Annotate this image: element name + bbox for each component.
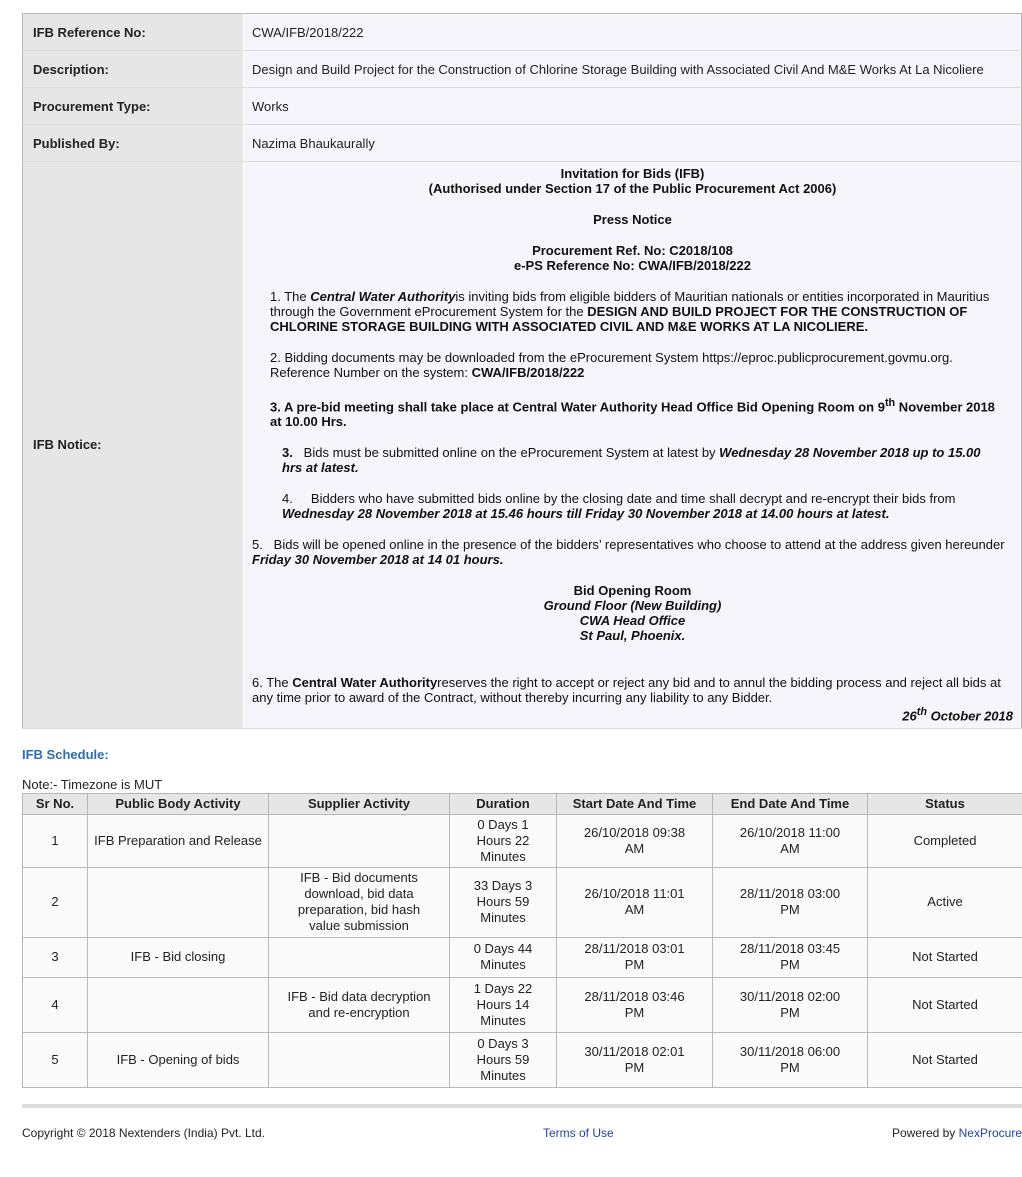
address-line-2: Ground Floor (New Building) bbox=[543, 598, 722, 614]
status-cell: Not Started bbox=[868, 1032, 1022, 1087]
footer-divider bbox=[22, 1104, 1022, 1108]
address-line-1: Bid Opening Room bbox=[573, 583, 692, 599]
procurement-type-label: Procurement Type: bbox=[23, 88, 244, 125]
procurement-type-value: Works bbox=[244, 88, 1022, 125]
notice-heading: Invitation for Bids (IFB) bbox=[560, 166, 705, 181]
col-end-date: End Date And Time bbox=[713, 793, 868, 814]
copyright-text: Copyright © 2018 Nextenders (India) Pvt. Ltd. bbox=[22, 1125, 265, 1140]
supplier-activity-cell: IFB - Bid data decryption and re-encryption bbox=[269, 977, 450, 1032]
end-date-cell: 30/11/2018 02:00 PM bbox=[713, 977, 868, 1032]
sr-no-cell: 1 bbox=[23, 814, 88, 867]
sr-no-cell: 3 bbox=[23, 937, 88, 977]
status-cell: Active bbox=[868, 867, 1022, 937]
ifb-schedule-table bbox=[22, 793, 1022, 1088]
published-by-label: Published By: bbox=[23, 125, 244, 162]
end-date-cell: 28/11/2018 03:00 PM bbox=[713, 867, 868, 937]
col-duration: Duration bbox=[450, 793, 557, 814]
ifb-notice-body bbox=[244, 162, 1022, 729]
notice-paragraph-3: 3. A pre-bid meeting shall take place at Central Water Authority Head Office Bid Opening Room on 9th November 2018 at 10.00 Hrs. bbox=[270, 397, 995, 430]
schedule-header-row bbox=[23, 793, 1022, 814]
nexprocure-link[interactable]: NexProcure bbox=[958, 1125, 1022, 1140]
status-cell: Completed bbox=[868, 814, 1022, 867]
ifb-notice-label: IFB Notice: bbox=[23, 162, 244, 729]
duration-cell: 33 Days 3 Hours 59 Minutes bbox=[450, 867, 557, 937]
press-notice-title: Press Notice bbox=[593, 212, 672, 227]
notice-authority: (Authorised under Section 17 of the Public Procurement Act 2006) bbox=[428, 181, 837, 196]
start-date-cell: 28/11/2018 03:46 PM bbox=[557, 977, 713, 1032]
supplier-activity-cell bbox=[269, 1032, 450, 1087]
table-row bbox=[23, 867, 1022, 937]
table-row bbox=[23, 814, 1022, 867]
notice-row bbox=[23, 162, 1022, 729]
ifb-page bbox=[22, 13, 1022, 1146]
address-line-4: St Paul, Phoenix. bbox=[579, 628, 686, 644]
end-date-cell: 30/11/2018 06:00 PM bbox=[713, 1032, 868, 1087]
ref-label: IFB Reference No: bbox=[23, 14, 244, 51]
supplier-activity-cell bbox=[269, 814, 450, 867]
powered-by-label: Powered by bbox=[891, 1125, 959, 1140]
notice-paragraph-6: 5. Bids will be opened online in the presence of the bidders’ representatives who choose to attend at the address given hereunder Friday 30 November 2018 at 14 01 hours. bbox=[252, 537, 1009, 568]
start-date-cell: 26/10/2018 09:38 AM bbox=[557, 814, 713, 867]
duration-cell: 0 Days 1 Hours 22 Minutes bbox=[450, 814, 557, 867]
end-date-cell: 26/10/2018 11:00 AM bbox=[713, 814, 868, 867]
col-status: Status bbox=[868, 793, 1022, 814]
notice-paragraph-1: 1. The Central Water Authorityis inviting bids from eligible bidders of Mauritian nationals or entities incorporated in Mauritius through the Government eProcurement System for the DESIGN AND BUILD PROJECT FOR THE CONSTRUCTION OF CHLORINE STORAGE BUILDING WITH ASSOCIATED CIVIL AND M&E WORKS AT LA NICOLIERE. bbox=[270, 289, 990, 334]
ref-row bbox=[23, 14, 1022, 51]
eps-ref: e-PS Reference No: CWA/IFB/2018/222 bbox=[514, 258, 751, 273]
footer bbox=[22, 1126, 1022, 1146]
col-sr-no: Sr No. bbox=[23, 793, 88, 814]
status-cell: Not Started bbox=[868, 977, 1022, 1032]
duration-cell: 0 Days 3 Hours 59 Minutes bbox=[450, 1032, 557, 1087]
public-body-activity-cell: IFB - Opening of bids bbox=[88, 1032, 269, 1087]
powered-by bbox=[892, 1126, 1022, 1140]
notice-paragraph-4: 3. Bids must be submitted online on the eProcurement System at latest by Wednesday 28 November 2018 up to 15.00 hrs at latest. bbox=[282, 445, 981, 476]
col-public-body-activity: Public Body Activity bbox=[88, 793, 269, 814]
timezone-note: Note:- Timezone is MUT bbox=[22, 776, 163, 792]
published-row bbox=[23, 125, 1022, 162]
published-by-value: Nazima Bhaukaurally bbox=[244, 125, 1022, 162]
status-cell: Not Started bbox=[868, 937, 1022, 977]
supplier-activity-cell bbox=[269, 937, 450, 977]
description-row bbox=[23, 51, 1022, 88]
ifb-schedule-title: IFB Schedule: bbox=[22, 746, 109, 762]
end-date-cell: 28/11/2018 03:45 PM bbox=[713, 937, 868, 977]
ref-value: CWA/IFB/2018/222 bbox=[244, 14, 1022, 51]
public-body-activity-cell: IFB - Bid closing bbox=[88, 937, 269, 977]
sr-no-cell: 5 bbox=[23, 1032, 88, 1087]
ifb-details-table bbox=[22, 13, 1022, 729]
duration-cell: 1 Days 22 Hours 14 Minutes bbox=[450, 977, 557, 1032]
start-date-cell: 26/10/2018 11:01 AM bbox=[557, 867, 713, 937]
notice-paragraph-2: 2. Bidding documents may be downloaded from the eProcurement System https://eproc.publicprocurement.govmu.org. Reference Number on the system: CWA/IFB/2018/222 bbox=[270, 350, 953, 380]
notice-paragraph-5: 4. Bidders who have submitted bids online by the closing date and time shall decrypt and re-encrypt their bids from Wednesday 28 November 2018 at 15.46 hours till Friday 30 November 2018 at 14.00 hours at latest. bbox=[282, 491, 960, 522]
description-value: Design and Build Project for the Construction of Chlorine Storage Building with Associated Civil And M&E Works At La Nicoliere bbox=[244, 51, 1022, 88]
public-body-activity-cell bbox=[88, 867, 269, 937]
address-line-3: CWA Head Office bbox=[579, 613, 686, 629]
start-date-cell: 28/11/2018 03:01 PM bbox=[557, 937, 713, 977]
notice-paragraph-7: 6. The Central Water Authorityreserves the right to accept or reject any bid and to annul the bidding process and reject all bids at any time prior to award of the Contract, without thereby incurring any liability to any Bidder. bbox=[252, 675, 1001, 706]
public-body-activity-cell bbox=[88, 977, 269, 1032]
procurement-ref: Procurement Ref. No: C2018/108 bbox=[532, 243, 733, 258]
description-label: Description: bbox=[23, 51, 244, 88]
start-date-cell: 30/11/2018 02:01 PM bbox=[557, 1032, 713, 1087]
terms-of-use-link[interactable]: Terms of Use bbox=[543, 1125, 614, 1140]
col-start-date: Start Date And Time bbox=[557, 793, 713, 814]
public-body-activity-cell: IFB Preparation and Release bbox=[88, 814, 269, 867]
notice-date: 26th October 2018 bbox=[902, 706, 1013, 724]
duration-cell: 0 Days 44 Minutes bbox=[450, 937, 557, 977]
table-row bbox=[23, 937, 1022, 977]
sr-no-cell: 2 bbox=[23, 867, 88, 937]
sr-no-cell: 4 bbox=[23, 977, 88, 1032]
col-supplier-activity: Supplier Activity bbox=[269, 793, 450, 814]
supplier-activity-cell: IFB - Bid documents download, bid data preparation, bid hash value submission bbox=[269, 867, 450, 937]
table-row bbox=[23, 977, 1022, 1032]
type-row bbox=[23, 88, 1022, 125]
table-row bbox=[23, 1032, 1022, 1087]
